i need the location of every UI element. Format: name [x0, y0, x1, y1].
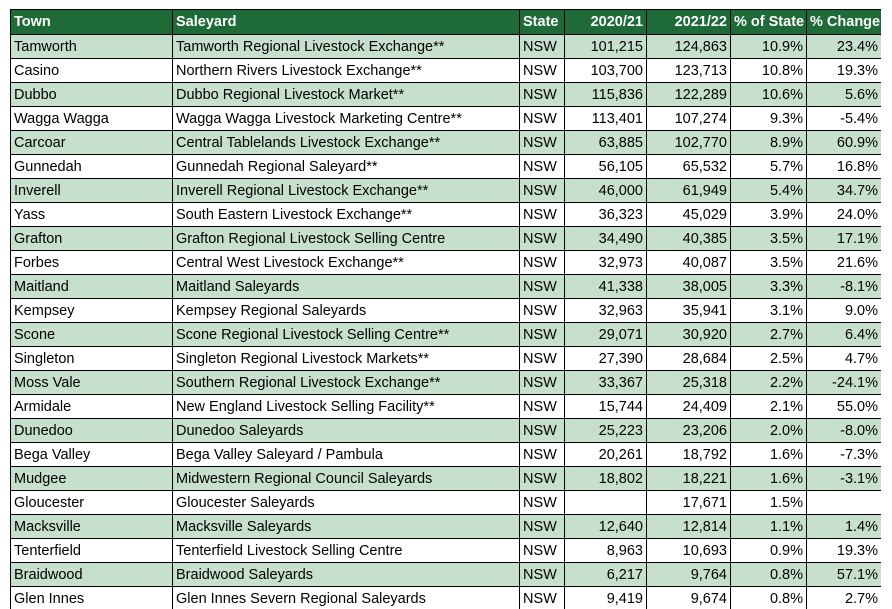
cell-saleyard: Dubbo Regional Livestock Market**: [173, 83, 520, 107]
table-row: [11, 107, 882, 131]
cell-pct-of-state: 3.5%: [731, 251, 807, 275]
cell-saleyard: Tenterfield Livestock Selling Centre: [173, 539, 520, 563]
cell-saleyard: Glen Innes Severn Regional Saleyards: [173, 587, 520, 609]
cell-2021-22: 38,005: [647, 275, 731, 299]
cell-2020-21: 29,071: [565, 323, 647, 347]
cell-state: NSW: [520, 563, 565, 587]
cell-saleyard: Dunedoo Saleyards: [173, 419, 520, 443]
cell-pct-change: 9.0%: [807, 299, 882, 323]
cell-town: Forbes: [11, 251, 173, 275]
cell-pct-of-state: 1.1%: [731, 515, 807, 539]
cell-2021-22: 40,087: [647, 251, 731, 275]
cell-2021-22: 12,814: [647, 515, 731, 539]
cell-pct-change: 5.6%: [807, 83, 882, 107]
cell-state: NSW: [520, 203, 565, 227]
cell-2020-21: 63,885: [565, 131, 647, 155]
table-row: [11, 515, 882, 539]
header-2020-21: 2020/21: [565, 10, 647, 35]
table-row: [11, 539, 882, 563]
cell-pct-of-state: 3.1%: [731, 299, 807, 323]
cell-2021-22: 18,792: [647, 443, 731, 467]
cell-2020-21: 15,744: [565, 395, 647, 419]
cell-town: Dubbo: [11, 83, 173, 107]
cell-pct-change: -8.0%: [807, 419, 882, 443]
table-row: [11, 467, 882, 491]
cell-pct-of-state: 10.8%: [731, 59, 807, 83]
cell-pct-of-state: 2.5%: [731, 347, 807, 371]
table-row: [11, 179, 882, 203]
table-row: [11, 83, 882, 107]
cell-saleyard: Bega Valley Saleyard / Pambula: [173, 443, 520, 467]
cell-pct-of-state: 0.8%: [731, 563, 807, 587]
cell-saleyard: Singleton Regional Livestock Markets**: [173, 347, 520, 371]
cell-saleyard: Braidwood Saleyards: [173, 563, 520, 587]
cell-2021-22: 124,863: [647, 35, 731, 59]
cell-pct-of-state: 2.2%: [731, 371, 807, 395]
cell-saleyard: Gloucester Saleyards: [173, 491, 520, 515]
cell-saleyard: Southern Regional Livestock Exchange**: [173, 371, 520, 395]
cell-state: NSW: [520, 155, 565, 179]
cell-pct-of-state: 5.4%: [731, 179, 807, 203]
cell-2020-21: 33,367: [565, 371, 647, 395]
cell-town: Glen Innes: [11, 587, 173, 609]
cell-town: Bega Valley: [11, 443, 173, 467]
cell-town: Carcoar: [11, 131, 173, 155]
cell-2020-21: 20,261: [565, 443, 647, 467]
cell-saleyard: Midwestern Regional Council Saleyards: [173, 467, 520, 491]
table-row: [11, 155, 882, 179]
header-row: [11, 10, 882, 35]
table-row: [11, 371, 882, 395]
cell-town: Gloucester: [11, 491, 173, 515]
cell-saleyard: Grafton Regional Livestock Selling Centre: [173, 227, 520, 251]
table-row: [11, 227, 882, 251]
cell-pct-of-state: 2.1%: [731, 395, 807, 419]
cell-2021-22: 40,385: [647, 227, 731, 251]
table-row: [11, 299, 882, 323]
cell-2021-22: 9,674: [647, 587, 731, 609]
cell-2020-21: 27,390: [565, 347, 647, 371]
cell-state: NSW: [520, 371, 565, 395]
cell-pct-change: 34.7%: [807, 179, 882, 203]
cell-pct-change: 21.6%: [807, 251, 882, 275]
cell-pct-of-state: 1.6%: [731, 467, 807, 491]
cell-town: Mudgee: [11, 467, 173, 491]
table-row: [11, 35, 882, 59]
cell-2020-21: 32,963: [565, 299, 647, 323]
cell-2021-22: 25,318: [647, 371, 731, 395]
cell-saleyard: Kempsey Regional Saleyards: [173, 299, 520, 323]
cell-pct-change: 23.4%: [807, 35, 882, 59]
cell-state: NSW: [520, 35, 565, 59]
cell-2020-21: 12,640: [565, 515, 647, 539]
cell-town: Braidwood: [11, 563, 173, 587]
cell-pct-of-state: 5.7%: [731, 155, 807, 179]
cell-2021-22: 65,532: [647, 155, 731, 179]
table-row: [11, 251, 882, 275]
cell-town: Inverell: [11, 179, 173, 203]
cell-saleyard: New England Livestock Selling Facility**: [173, 395, 520, 419]
cell-2021-22: 45,029: [647, 203, 731, 227]
cell-saleyard: Scone Regional Livestock Selling Centre**: [173, 323, 520, 347]
cell-2021-22: 122,289: [647, 83, 731, 107]
cell-state: NSW: [520, 323, 565, 347]
cell-saleyard: Macksville Saleyards: [173, 515, 520, 539]
cell-pct-of-state: 2.0%: [731, 419, 807, 443]
cell-saleyard: Inverell Regional Livestock Exchange**: [173, 179, 520, 203]
cell-2021-22: 10,693: [647, 539, 731, 563]
cell-saleyard: Wagga Wagga Livestock Marketing Centre**: [173, 107, 520, 131]
cell-pct-of-state: 1.6%: [731, 443, 807, 467]
cell-state: NSW: [520, 83, 565, 107]
cell-pct-change: -5.4%: [807, 107, 882, 131]
table-row: [11, 491, 882, 515]
table-row: [11, 275, 882, 299]
cell-2021-22: 30,920: [647, 323, 731, 347]
cell-town: Dunedoo: [11, 419, 173, 443]
cell-pct-of-state: 3.3%: [731, 275, 807, 299]
table-row: [11, 563, 882, 587]
cell-saleyard: South Eastern Livestock Exchange**: [173, 203, 520, 227]
cell-state: NSW: [520, 491, 565, 515]
cell-state: NSW: [520, 395, 565, 419]
cell-2020-21: [565, 491, 647, 515]
cell-town: Gunnedah: [11, 155, 173, 179]
cell-state: NSW: [520, 179, 565, 203]
saleyard-table-container: [10, 9, 881, 609]
cell-town: Wagga Wagga: [11, 107, 173, 131]
cell-2020-21: 113,401: [565, 107, 647, 131]
cell-state: NSW: [520, 419, 565, 443]
table-row: [11, 395, 882, 419]
cell-state: NSW: [520, 251, 565, 275]
cell-saleyard: Northern Rivers Livestock Exchange**: [173, 59, 520, 83]
cell-pct-change: 57.1%: [807, 563, 882, 587]
cell-town: Scone: [11, 323, 173, 347]
cell-pct-change: 60.9%: [807, 131, 882, 155]
header-state: State: [520, 10, 565, 35]
cell-town: Armidale: [11, 395, 173, 419]
cell-2020-21: 32,973: [565, 251, 647, 275]
table-body: [11, 35, 882, 609]
cell-2021-22: 28,684: [647, 347, 731, 371]
cell-town: Tamworth: [11, 35, 173, 59]
cell-pct-of-state: 2.7%: [731, 323, 807, 347]
cell-2021-22: 123,713: [647, 59, 731, 83]
cell-pct-change: -24.1%: [807, 371, 882, 395]
cell-2021-22: 61,949: [647, 179, 731, 203]
cell-state: NSW: [520, 539, 565, 563]
header-pct-of-state: % of State: [731, 10, 807, 35]
cell-state: NSW: [520, 467, 565, 491]
cell-state: NSW: [520, 131, 565, 155]
cell-2021-22: 17,671: [647, 491, 731, 515]
cell-pct-change: 16.8%: [807, 155, 882, 179]
cell-pct-change: 17.1%: [807, 227, 882, 251]
cell-state: NSW: [520, 227, 565, 251]
cell-pct-of-state: 10.9%: [731, 35, 807, 59]
cell-pct-of-state: 0.9%: [731, 539, 807, 563]
table-row: [11, 203, 882, 227]
header-town: Town: [11, 10, 173, 35]
cell-saleyard: Gunnedah Regional Saleyard**: [173, 155, 520, 179]
cell-state: NSW: [520, 443, 565, 467]
header-pct-change: % Change: [807, 10, 882, 35]
table-row: [11, 131, 882, 155]
cell-town: Kempsey: [11, 299, 173, 323]
cell-pct-of-state: 10.6%: [731, 83, 807, 107]
cell-2020-21: 9,419: [565, 587, 647, 609]
cell-2021-22: 9,764: [647, 563, 731, 587]
cell-pct-change: 55.0%: [807, 395, 882, 419]
cell-saleyard: Central Tablelands Livestock Exchange**: [173, 131, 520, 155]
cell-town: Yass: [11, 203, 173, 227]
cell-pct-change: 24.0%: [807, 203, 882, 227]
cell-saleyard: Central West Livestock Exchange**: [173, 251, 520, 275]
cell-2020-21: 46,000: [565, 179, 647, 203]
cell-saleyard: Maitland Saleyards: [173, 275, 520, 299]
cell-state: NSW: [520, 275, 565, 299]
header-saleyard: Saleyard: [173, 10, 520, 35]
cell-state: NSW: [520, 587, 565, 609]
cell-2020-21: 36,323: [565, 203, 647, 227]
cell-state: NSW: [520, 515, 565, 539]
cell-pct-change: -7.3%: [807, 443, 882, 467]
table-row: [11, 59, 882, 83]
cell-pct-change: -8.1%: [807, 275, 882, 299]
header-2021-22: 2021/22: [647, 10, 731, 35]
cell-state: NSW: [520, 299, 565, 323]
cell-pct-change: 4.7%: [807, 347, 882, 371]
cell-2020-21: 103,700: [565, 59, 647, 83]
cell-2020-21: 115,836: [565, 83, 647, 107]
cell-2020-21: 6,217: [565, 563, 647, 587]
cell-town: Grafton: [11, 227, 173, 251]
cell-2021-22: 35,941: [647, 299, 731, 323]
table-row: [11, 587, 882, 609]
cell-pct-of-state: 3.5%: [731, 227, 807, 251]
cell-pct-change: -3.1%: [807, 467, 882, 491]
cell-pct-change: 19.3%: [807, 539, 882, 563]
cell-pct-change: 1.4%: [807, 515, 882, 539]
cell-2020-21: 25,223: [565, 419, 647, 443]
cell-town: Casino: [11, 59, 173, 83]
cell-2020-21: 18,802: [565, 467, 647, 491]
cell-pct-of-state: 8.9%: [731, 131, 807, 155]
cell-2020-21: 8,963: [565, 539, 647, 563]
cell-pct-of-state: 9.3%: [731, 107, 807, 131]
table-row: [11, 347, 882, 371]
cell-saleyard: Tamworth Regional Livestock Exchange**: [173, 35, 520, 59]
cell-pct-of-state: 1.5%: [731, 491, 807, 515]
cell-state: NSW: [520, 347, 565, 371]
cell-town: Tenterfield: [11, 539, 173, 563]
cell-2021-22: 107,274: [647, 107, 731, 131]
cell-2020-21: 34,490: [565, 227, 647, 251]
cell-pct-of-state: 0.8%: [731, 587, 807, 609]
cell-pct-change: 19.3%: [807, 59, 882, 83]
cell-town: Singleton: [11, 347, 173, 371]
cell-state: NSW: [520, 59, 565, 83]
cell-2020-21: 41,338: [565, 275, 647, 299]
cell-state: NSW: [520, 107, 565, 131]
cell-2020-21: 56,105: [565, 155, 647, 179]
cell-pct-of-state: 3.9%: [731, 203, 807, 227]
cell-2021-22: 24,409: [647, 395, 731, 419]
cell-pct-change: 6.4%: [807, 323, 882, 347]
cell-2021-22: 102,770: [647, 131, 731, 155]
cell-2021-22: 23,206: [647, 419, 731, 443]
cell-town: Moss Vale: [11, 371, 173, 395]
cell-2020-21: 101,215: [565, 35, 647, 59]
cell-pct-change: [807, 491, 882, 515]
cell-2021-22: 18,221: [647, 467, 731, 491]
cell-town: Macksville: [11, 515, 173, 539]
cell-pct-change: 2.7%: [807, 587, 882, 609]
table-row: [11, 419, 882, 443]
saleyard-table: [10, 9, 881, 609]
table-row: [11, 443, 882, 467]
table-row: [11, 323, 882, 347]
cell-town: Maitland: [11, 275, 173, 299]
